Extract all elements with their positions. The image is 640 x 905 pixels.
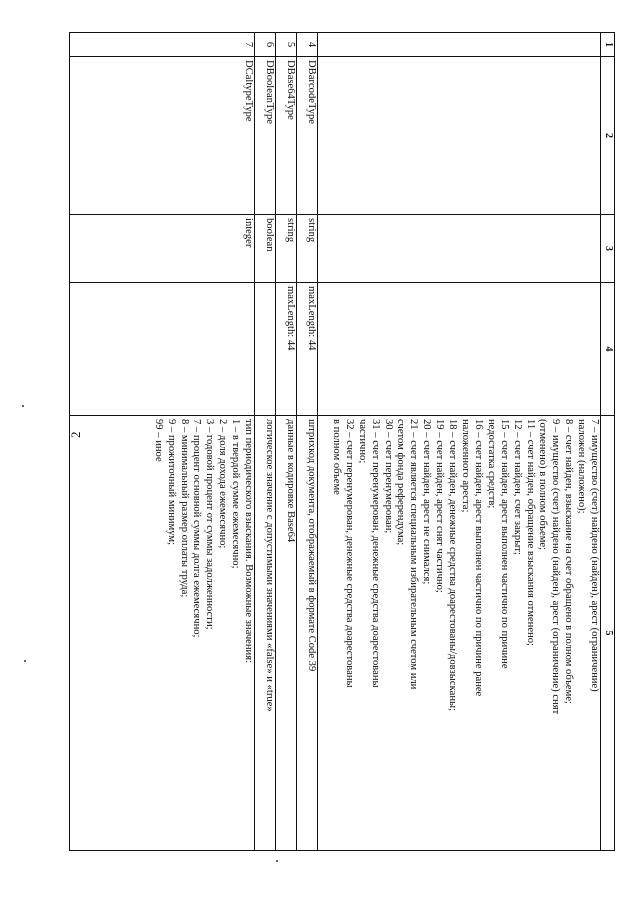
scan-speck <box>276 860 278 862</box>
description-line: 32 – счет перенумерован, денежные средства доарестованы <box>343 419 355 688</box>
cell-restriction <box>255 283 276 416</box>
description-line: 15 – счет найден, арест выполнен частично по причине <box>498 419 510 669</box>
description-line: наложен (наложено); <box>576 419 588 514</box>
cell-name: DCaltypeType <box>70 57 255 215</box>
table-row <box>70 33 255 851</box>
page-number: 2 <box>68 431 83 438</box>
description-line: 16 – счет найден, арест выполнен частично по причине ранее <box>472 419 484 697</box>
table-row <box>297 33 318 851</box>
cell-type: integer <box>70 215 255 283</box>
description-line: частично; <box>356 419 368 464</box>
description-line: недостатка средств; <box>485 419 497 509</box>
cell-num <box>318 33 601 57</box>
description-line: (отменено) в полном объеме; <box>537 419 549 551</box>
description-line: 19 – счет найден, арест снят частично; <box>434 419 446 593</box>
cell-restriction <box>318 283 601 416</box>
description-line: 3 – годовой процент от суммы задолженности; <box>204 419 216 630</box>
cell-name: DBarcodeType <box>297 57 318 215</box>
cell-restriction <box>70 283 255 416</box>
description-line: штрихкод документа, отображаемый в формате Code 39 <box>306 419 318 672</box>
description-line: 7 – процент основной суммы долга ежемесячно; <box>191 419 203 638</box>
cell-description <box>318 416 601 851</box>
cell-name <box>318 57 601 215</box>
description-line: 21 – счет является специальным избирательным счетом или <box>408 419 420 690</box>
header-col-1: 1 <box>601 33 615 57</box>
description-line: счетом фонда референдума; <box>395 419 407 546</box>
rotated-table-sheet <box>69 32 615 850</box>
description-line: 9 – прожиточный минимум; <box>165 419 177 546</box>
cell-num: 5 <box>276 33 297 57</box>
cell-type: string <box>297 215 318 283</box>
description-line: 30 – счет перенумерован; <box>382 419 394 534</box>
cell-description <box>255 416 276 851</box>
cell-num: 6 <box>255 33 276 57</box>
description-line: 9 – имущество (счет) найдено (найден), арест (ограничение) снят <box>550 419 562 715</box>
continuation-row <box>318 33 601 851</box>
description-line: 2 – доля дохода ежемесячно; <box>217 419 229 549</box>
header-col-5: 5 <box>601 416 615 851</box>
description-line: 31 – счет перенумерован, денежные средства доарестованы <box>369 419 381 688</box>
description-line: в полном объеме <box>330 419 342 495</box>
description-line: 8 – счет найден, взыскание на счет обращено в полном объеме; <box>563 419 575 704</box>
table-row <box>255 33 276 851</box>
description-line: 12 – счет найден, счет закрыт; <box>511 419 523 555</box>
description-line: 18 – счет найден, денежные средства доарестованы/довзысканы; <box>447 419 459 712</box>
table-row <box>276 33 297 851</box>
description-line: 8 – минимальный размер оплаты труда; <box>178 419 190 598</box>
description-line: данные в кодировке Base64 <box>285 419 297 543</box>
cell-type: boolean <box>255 215 276 283</box>
header-row <box>601 33 615 851</box>
cell-description <box>70 416 255 851</box>
scan-speck <box>22 405 24 407</box>
description-line: 11 – счет найден, обращение взыскания отменено; <box>524 419 536 646</box>
cell-restriction: maxLength: 44 <box>276 283 297 416</box>
cell-description <box>276 416 297 851</box>
data-types-table <box>69 32 615 851</box>
description-line: тип периодического взыскания. Возможные значения: <box>243 419 255 664</box>
header-col-2: 2 <box>601 57 615 215</box>
cell-name: DBooleanType <box>255 57 276 215</box>
description-line: наложенного ареста; <box>460 419 472 513</box>
cell-type: string <box>276 215 297 283</box>
cell-name: DBase64Type <box>276 57 297 215</box>
description-line: 99 – иное <box>152 419 164 462</box>
cell-type <box>318 215 601 283</box>
header-col-4: 4 <box>601 283 615 416</box>
scan-speck <box>24 660 26 662</box>
cell-restriction: maxLength: 44 <box>297 283 318 416</box>
cell-num: 7 <box>70 33 255 57</box>
header-col-3: 3 <box>601 215 615 283</box>
description-line: 1 – в твердой сумме ежемесячно; <box>230 419 242 569</box>
description-line: 20 – счет найден, арест не снимался; <box>421 419 433 585</box>
cell-description <box>297 416 318 851</box>
description-line: 7 – имущество (счет) найдено (найден), арест (ограничение) <box>589 419 601 692</box>
cell-num: 4 <box>297 33 318 57</box>
description-line: логическое значение с допустимыми значениями «false» и «true» <box>264 419 276 712</box>
